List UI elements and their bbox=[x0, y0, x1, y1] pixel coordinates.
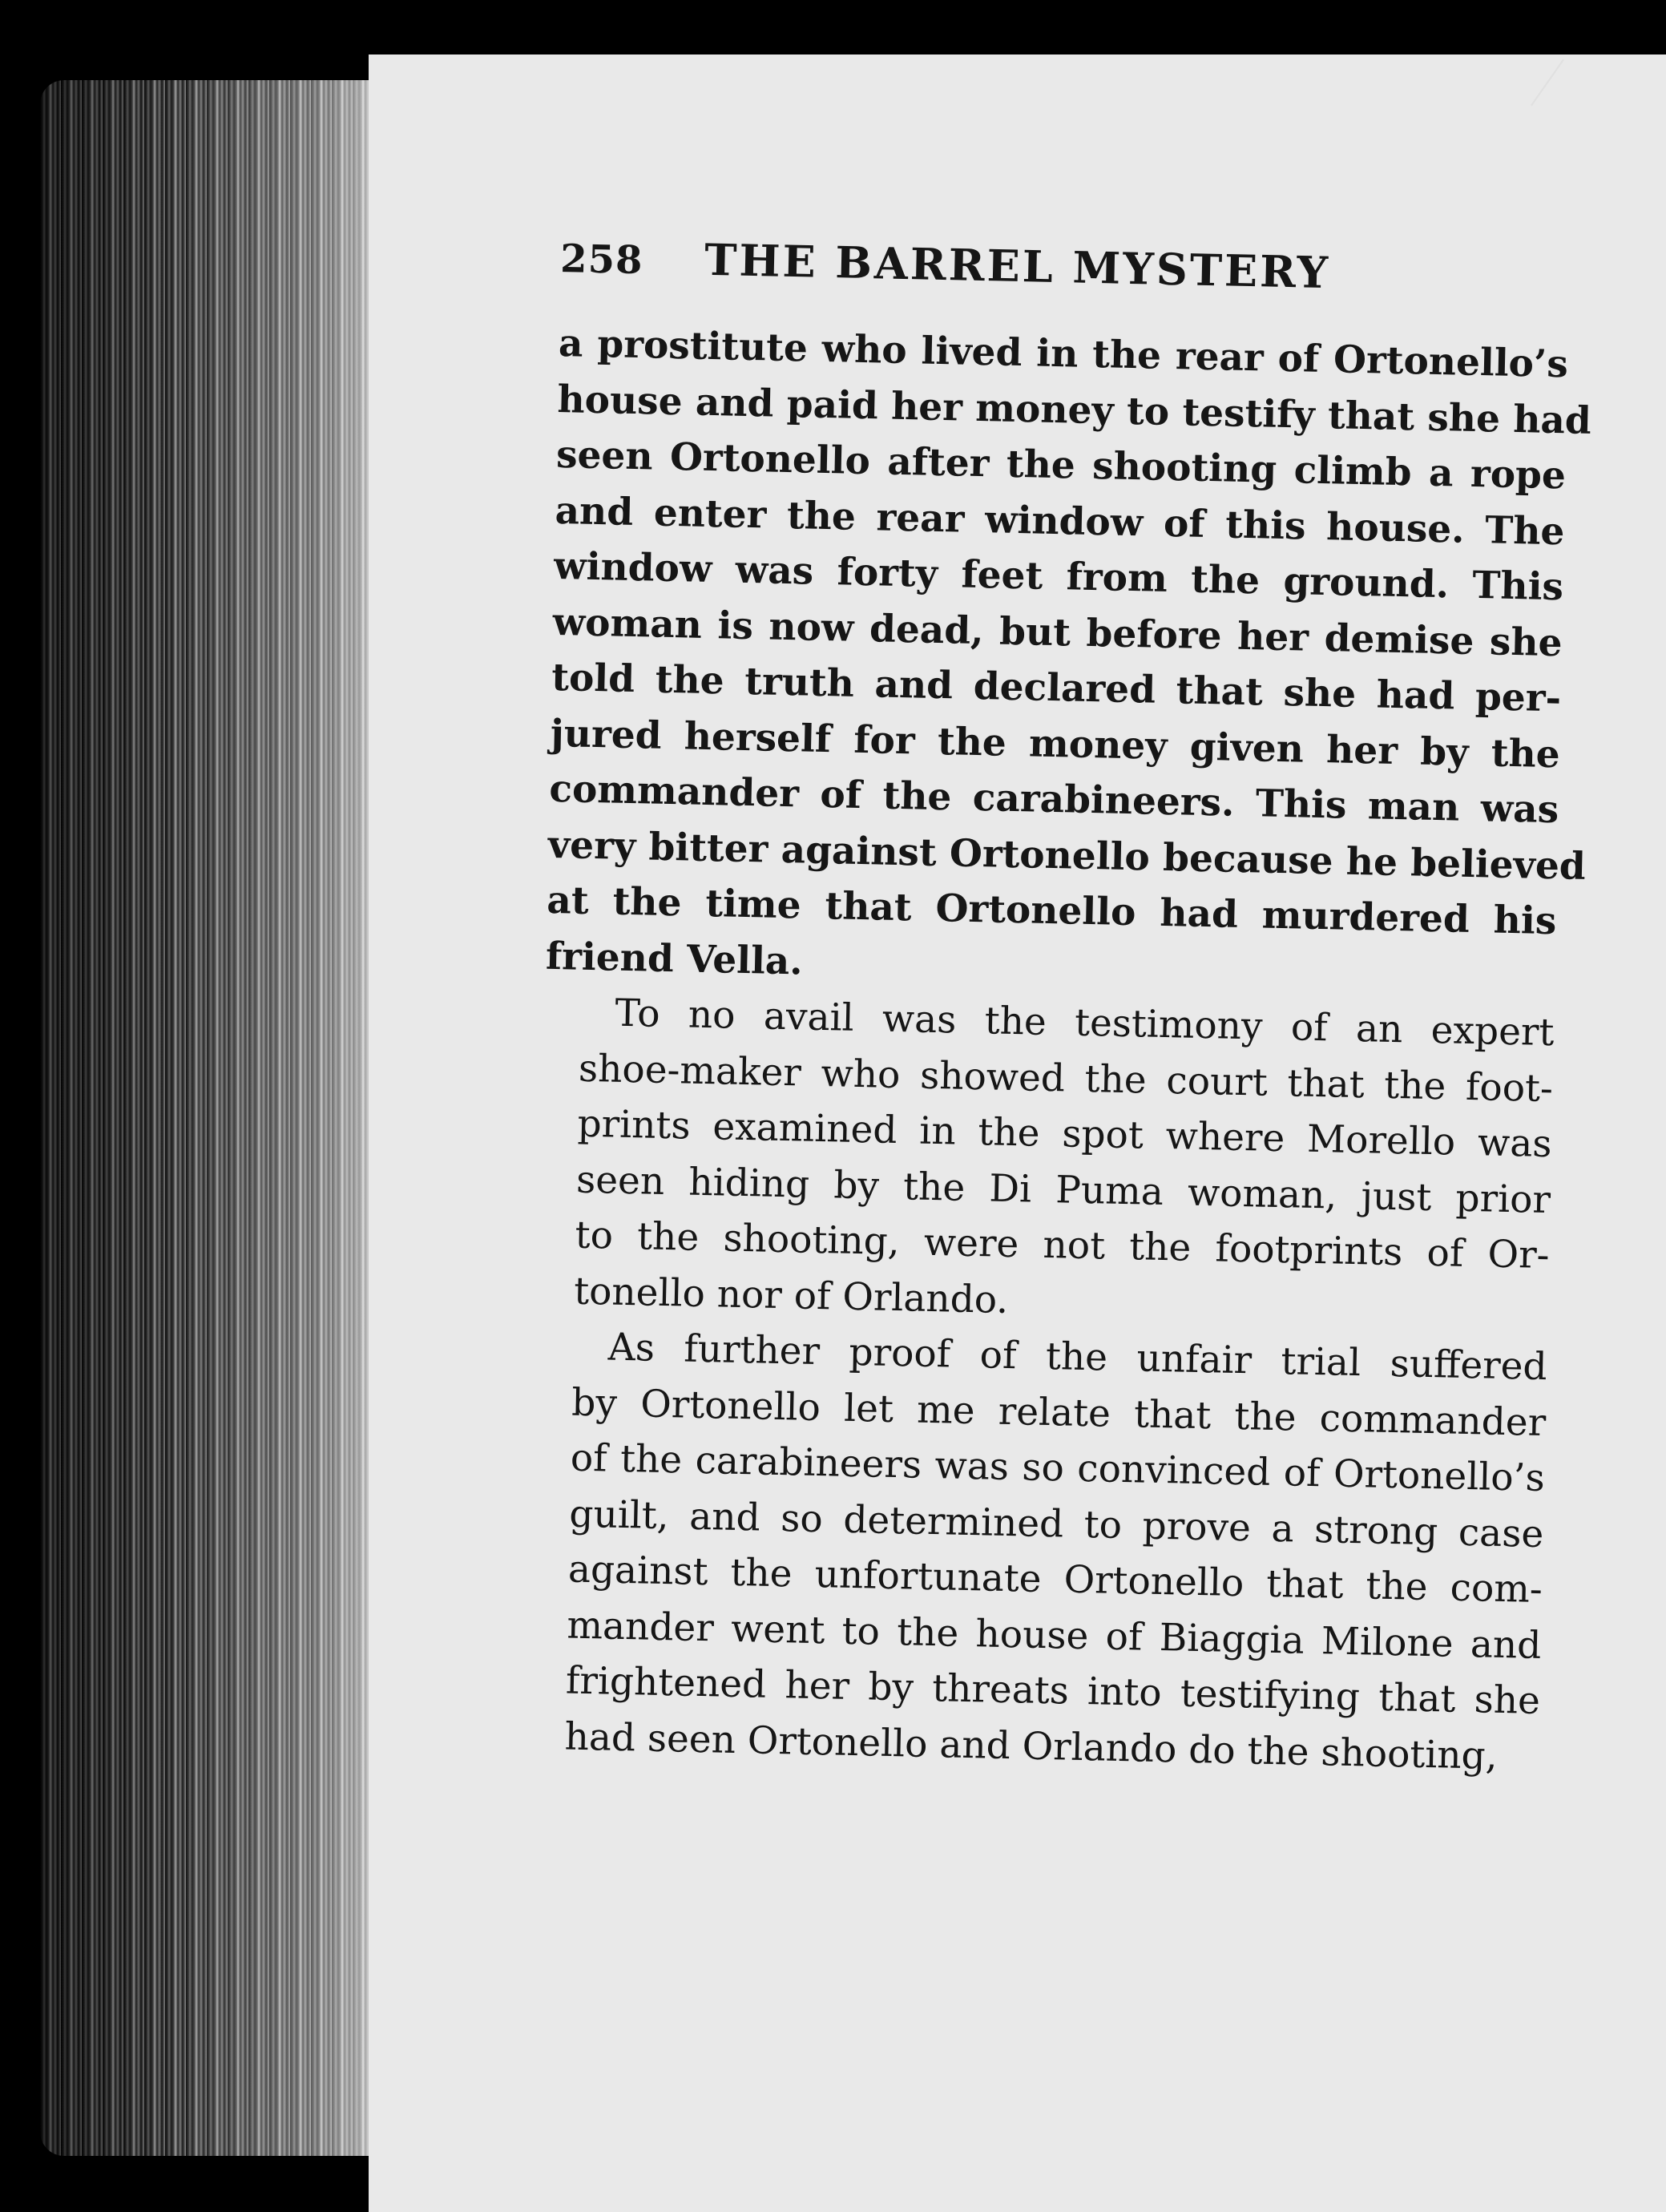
paragraph bbox=[545, 316, 1592, 1005]
text-line: at the time that Ortonello had murdered his bbox=[546, 878, 1557, 944]
book-title: THE BARREL MYSTERY bbox=[704, 233, 1331, 299]
text-line: house and paid her money to testify that she had bbox=[557, 377, 1592, 443]
text-line: mander went to the house of Biaggia Milone and bbox=[566, 1603, 1542, 1668]
text-line: jured herself for the money given her by the bbox=[550, 711, 1561, 777]
text-line: To no avail was the testimony of an expert bbox=[614, 991, 1555, 1056]
text-line: woman is now dead, but before her demise she bbox=[552, 599, 1563, 665]
text-line: very bitter against Ortonello because he believed bbox=[547, 822, 1587, 889]
text-line: seen hiding by the Di Puma woman, just prior bbox=[575, 1157, 1551, 1222]
paragraph bbox=[539, 984, 1555, 1339]
text-line: and enter the rear window of this house. The bbox=[555, 488, 1565, 554]
text-line: seen Ortonello after the shooting climb a rope bbox=[555, 432, 1567, 499]
text-line: a prostitute who lived in the rear of Ortonello’s bbox=[558, 321, 1569, 387]
book-page-edges bbox=[40, 80, 369, 2156]
book-page bbox=[369, 54, 1666, 2212]
text-line: tonello nor of Orlando. bbox=[573, 1269, 1009, 1322]
text-line: had seen Ortonello and Orlando do the shooting, bbox=[564, 1714, 1499, 1778]
text-line: commander of the carabineers. This man was bbox=[548, 766, 1559, 833]
text-line: against the unfortunate Ortonello that the com- bbox=[567, 1547, 1543, 1613]
text-line: friend Vella. bbox=[545, 934, 804, 984]
page-number: 258 bbox=[559, 236, 644, 284]
paper-crease-mark bbox=[1531, 59, 1564, 106]
text-line: of the carabineers was so convinced of Ortonello’s bbox=[570, 1435, 1546, 1501]
running-head bbox=[559, 231, 1571, 332]
text-line: told the truth and declared that she had per- bbox=[551, 655, 1562, 721]
text-line: prints examined in the spot where Morello was bbox=[577, 1101, 1552, 1167]
text-line: As further proof of the unfair trial suffered bbox=[607, 1325, 1548, 1390]
text-line: by Ortonello let me relate that the commander bbox=[571, 1380, 1547, 1445]
text-line: window was forty feet from the ground. This bbox=[553, 543, 1564, 610]
body-text bbox=[529, 316, 1592, 1785]
paragraph bbox=[529, 1318, 1547, 1785]
text-line: to the shooting, were not the footprints of Or- bbox=[575, 1213, 1551, 1278]
text-line: frightened her by threats into testifying that she bbox=[565, 1658, 1541, 1723]
text-line: guilt, and so determined to prove a strong case bbox=[568, 1491, 1544, 1556]
text-block bbox=[529, 231, 1592, 1785]
text-line: shoe-maker who showed the court that the foot- bbox=[578, 1046, 1554, 1111]
